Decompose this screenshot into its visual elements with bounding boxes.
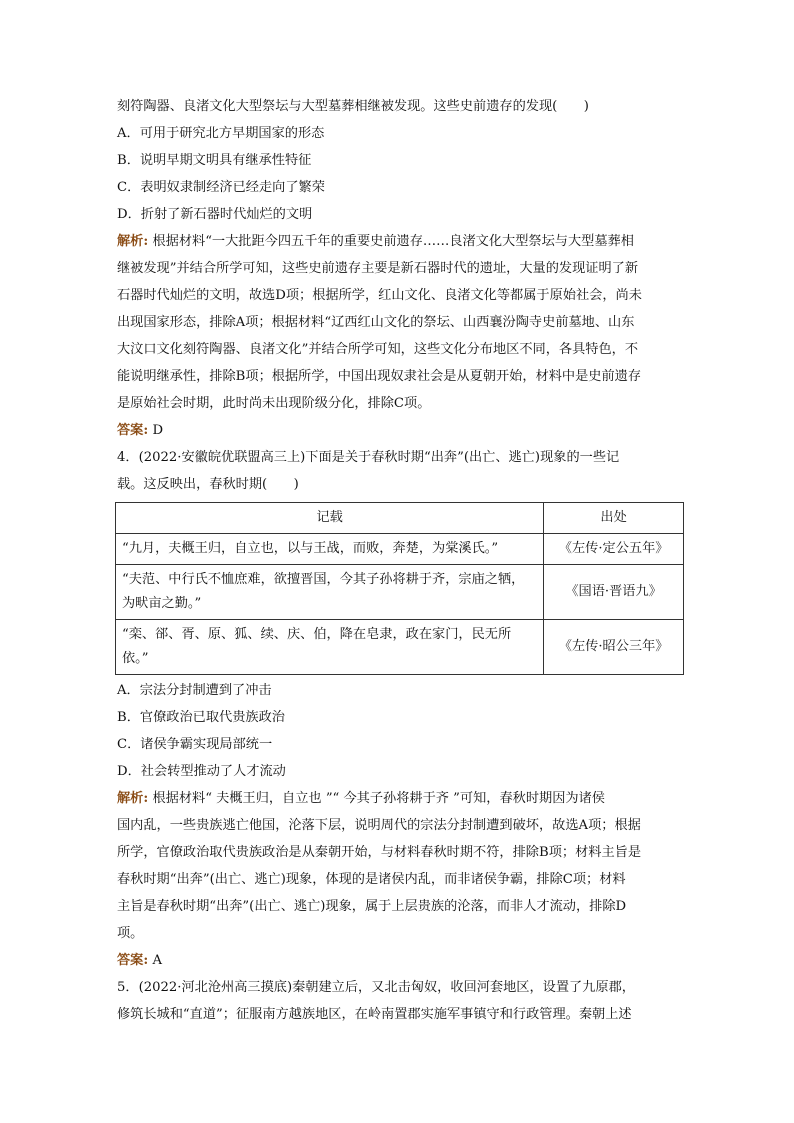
q3-analysis-line: 是原始社会时期，此时尚未出现阶级分化，排除C项。	[117, 396, 431, 411]
q4-option-d: D．社会转型推动了人才流动	[117, 764, 286, 779]
q3-analysis-text: 根据材料“一大批距今四五千年的重要史前遗存……良渚文化大型祭坛与大型墓葬相	[148, 234, 634, 249]
q4-analysis-label: 解析:	[117, 791, 149, 806]
q4-option-a: A．宗法分封制遭到了冲击	[117, 683, 272, 698]
table-row	[116, 534, 684, 565]
q3-analysis-line: 大汶口文化刻符陶器、良渚文化”并结合所学可知，这些文化分布地区不同，各具特色，不	[117, 342, 639, 357]
q3-option-b: B．说明早期文明具有继承性特征	[117, 153, 312, 168]
table-row	[116, 565, 684, 620]
q3-analysis-line: 石器时代灿烂的文明，故选D项；根据所学，红山文化、良渚文化等都属于原始社会，尚未	[117, 288, 642, 303]
q4-analysis-line: 所学，官僚政治取代贵族政治是从秦朝开始，与材料春秋时期不符，排除B项；材料主旨是	[117, 845, 641, 860]
q3-analysis-line: 能说明继承性，排除B项；根据所学，中国出现奴隶社会是从夏朝开始，材料中是史前遗存	[117, 369, 641, 384]
q4-analysis-line: 项。	[117, 926, 144, 941]
q3-analysis-line	[117, 228, 684, 255]
table-header-source: 出处	[544, 503, 684, 534]
q4-answer	[117, 947, 684, 974]
q4-option-b: B．官僚政治已取代贵族政治	[117, 710, 285, 725]
q3-answer	[117, 417, 684, 444]
table-cell-source: 《左传·昭公三年》	[544, 620, 684, 675]
q4-analysis-line: 春秋时期“出奔”(出亡、逃亡)现象，体现的是诸侯内乱，而非诸侯争霸，排除C项；材料	[117, 872, 626, 887]
table-header-row	[116, 503, 684, 534]
table-cell-source: 《左传·定公五年》	[544, 534, 684, 565]
q3-option-c: C．表明奴隶制经济已经走向了繁荣	[117, 180, 325, 195]
q4-analysis-line: 主旨是春秋时期“出奔”(出亡、逃亡)现象，属于上层贵族的沦落，而非人才流动，排除D	[117, 899, 627, 914]
q3-option-d: D．折射了新石器时代灿烂的文明	[117, 207, 313, 222]
q3-answer-label: 答案:	[117, 423, 149, 438]
table-row	[116, 620, 684, 675]
q3-analysis-line: 出现国家形态，排除A项；根据材料“辽西红山文化的祭坛、山西襄汾陶寺史前墓地、山东	[117, 315, 635, 330]
q4-analysis-line	[117, 785, 684, 812]
q3-answer-value: D	[148, 423, 164, 438]
table-cell-record: “夫范、中行氏不恤庶难，欲擅晋国，今其子孙将耕于齐，宗庙之牺，为畎亩之勤。”	[116, 565, 544, 620]
table-header-record: 记载	[116, 503, 544, 534]
q3-analysis-label: 解析:	[117, 234, 149, 249]
q4-option-c: C．诸侯争霸实现局部统一	[117, 737, 273, 752]
q5-stem-line: 修筑长城和“直道”；征服南方越族地区，在岭南置郡实施军事镇守和行政管理。秦朝上述	[117, 1007, 632, 1022]
q4-stem-line: 载。这反映出，春秋时期( )	[117, 477, 299, 492]
q4-stem-line: 4．(2022·安徽皖优联盟高三上)下面是关于春秋时期“出奔”(出亡、逃亡)现象的一些记	[117, 450, 620, 465]
q3-option-a: A．可用于研究北方早期国家的形态	[117, 126, 325, 141]
table-cell-record: “九月，夫概王归，自立也，以与王战，而败，奔楚，为棠溪氏。”	[116, 534, 544, 565]
table-cell-source: 《国语·晋语九》	[544, 565, 684, 620]
q4-records-table	[115, 502, 684, 675]
q5-stem-line: 5．(2022·河北沧州高三摸底)秦朝建立后，又北击匈奴，收回河套地区，设置了九原郡，	[117, 980, 635, 995]
q3-analysis-line: 继被发现”并结合所学可知，这些史前遗存主要是新石器时代的遗址，大量的发现证明了新	[117, 261, 639, 276]
q4-analysis-line: 国内乱，一些贵族逃亡他国，沦落下层，说明周代的宗法分封制遭到破坏，故选A项；根据	[117, 818, 641, 833]
q3-stem-tail: 刻符陶器、良渚文化大型祭坛与大型墓葬相继被发现。这些史前遗存的发现( )	[117, 99, 589, 114]
document-page	[117, 93, 684, 1028]
table-cell-record: “栾、郤、胥、原、狐、续、庆、伯，降在皂隶，政在家门，民无所依。”	[116, 620, 544, 675]
q4-analysis-text: 根据材料“ 夫概王归，自立也 ”“ 今其子孙将耕于齐 ”可知，春秋时期因为诸侯	[148, 791, 605, 806]
q4-answer-value: A	[148, 953, 162, 968]
q4-answer-label: 答案:	[117, 953, 149, 968]
